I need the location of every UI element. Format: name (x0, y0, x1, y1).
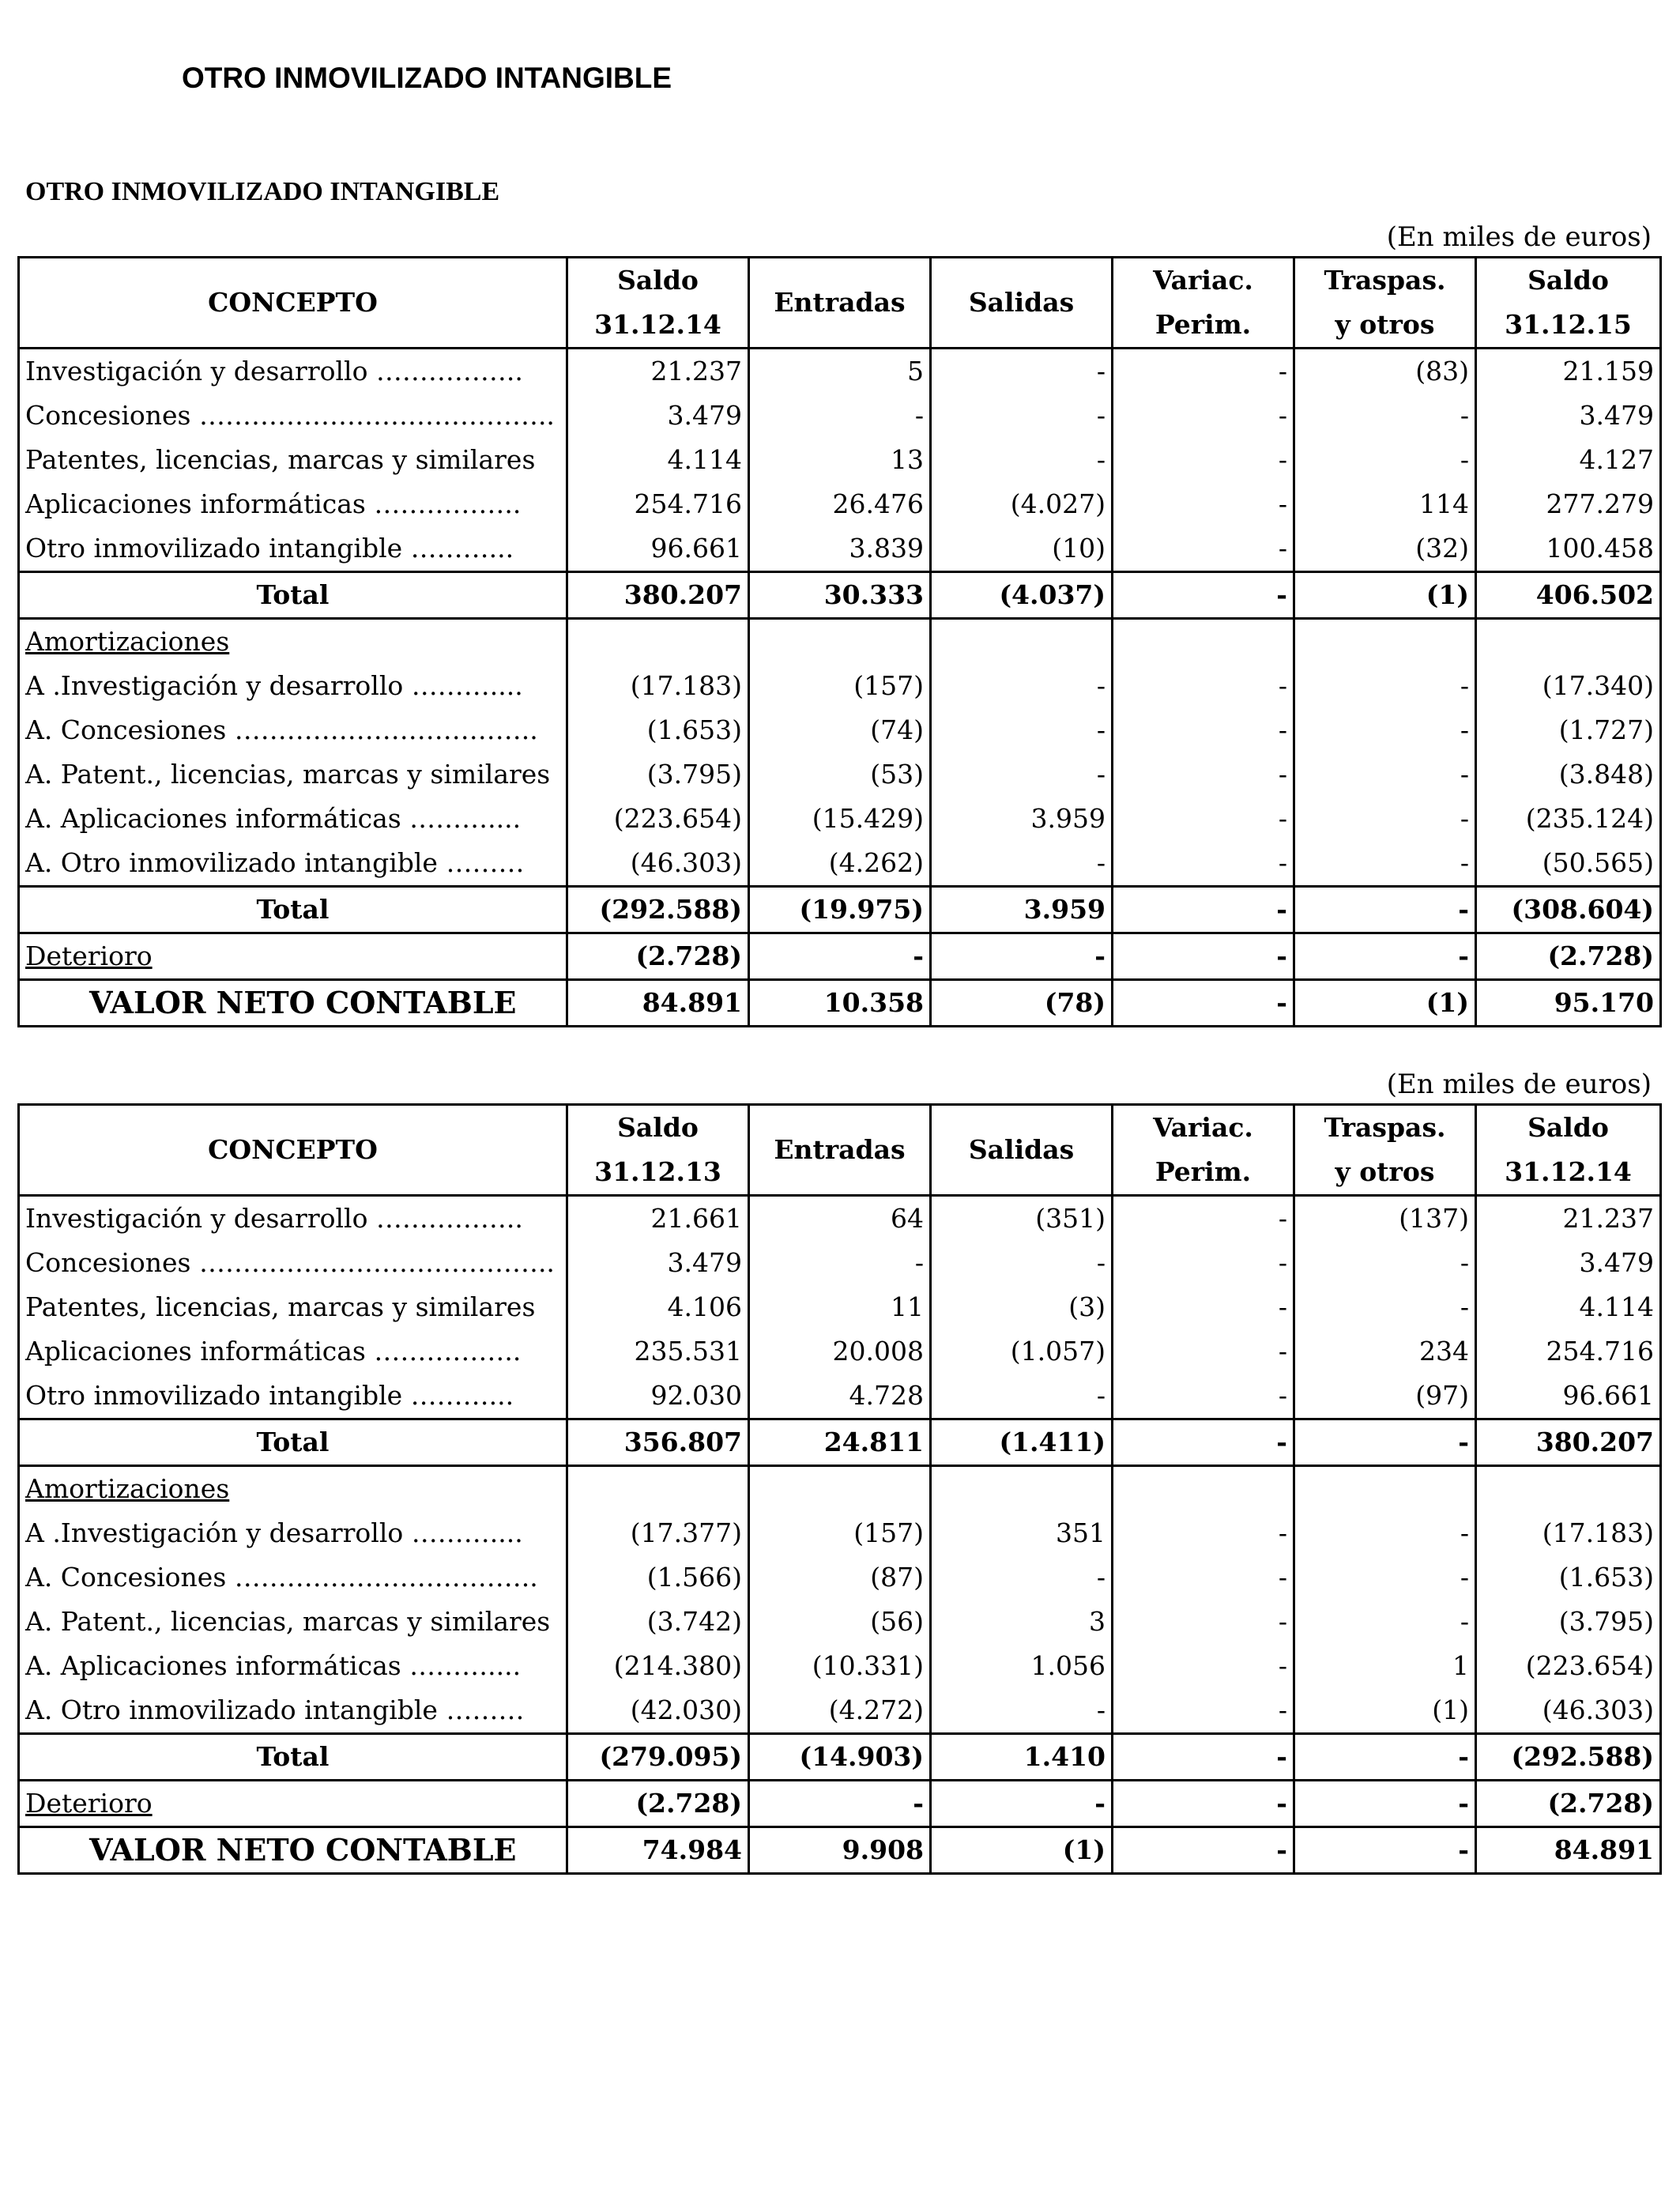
value-cell: - (1294, 797, 1476, 841)
value-cell: 13 (749, 438, 931, 482)
row-label: A. Otro inmovilizado intangible ……… (19, 1688, 567, 1734)
value-cell: - (1113, 394, 1294, 438)
value-cell: 74.984 (567, 1827, 749, 1874)
data-row (19, 394, 1661, 438)
row-label: Deterioro (19, 1781, 567, 1827)
value-cell: (4.037) (931, 572, 1113, 619)
row-label: Aplicaciones informáticas …………….. (19, 482, 567, 526)
value-cell: - (1294, 1781, 1476, 1827)
data-row (19, 664, 1661, 708)
value-cell: - (1113, 1374, 1294, 1419)
value-cell: (2.728) (567, 1781, 749, 1827)
value-cell: - (749, 1241, 931, 1285)
value-cell: - (1113, 980, 1294, 1027)
value-cell: - (1294, 1827, 1476, 1874)
value-cell: (4.262) (749, 841, 931, 887)
data-row (19, 349, 1661, 394)
row-label: Total (19, 1734, 567, 1781)
value-cell: (2.728) (1476, 933, 1661, 980)
value-cell: - (931, 708, 1113, 752)
value-cell: 100.458 (1476, 526, 1661, 572)
value-cell: - (1113, 1644, 1294, 1688)
data-row (19, 1600, 1661, 1644)
valor-neto-row (19, 980, 1661, 1027)
value-cell: 4.106 (567, 1285, 749, 1329)
value-cell: - (1294, 887, 1476, 933)
data-row (19, 1688, 1661, 1734)
header-concepto: CONCEPTO (19, 1105, 567, 1196)
value-cell: (53) (749, 752, 931, 797)
row-label: Total (19, 1419, 567, 1466)
value-cell: 3.959 (931, 887, 1113, 933)
value-cell: - (1294, 933, 1476, 980)
value-cell: (50.565) (1476, 841, 1661, 887)
value-cell: (1.653) (1476, 1555, 1661, 1600)
value-cell: 84.891 (1476, 1827, 1661, 1874)
value-cell (1113, 619, 1294, 665)
value-cell: 114 (1294, 482, 1476, 526)
value-cell: 3.479 (567, 1241, 749, 1285)
value-cell: (15.429) (749, 797, 931, 841)
value-cell: 3.479 (567, 394, 749, 438)
value-cell: - (1113, 1329, 1294, 1374)
header-entradas: Entradas (749, 258, 931, 349)
value-cell: - (931, 841, 1113, 887)
row-label: A. Concesiones …………………………….. (19, 1555, 567, 1600)
value-cell: (279.095) (567, 1734, 749, 1781)
header-saldo-inicial: Saldo 31.12.13 (567, 1105, 749, 1196)
header-saldo-final: Saldo 31.12.14 (1476, 1105, 1661, 1196)
value-cell: (4.027) (931, 482, 1113, 526)
value-cell: - (931, 752, 1113, 797)
value-cell: - (1294, 394, 1476, 438)
value-cell: (3.795) (567, 752, 749, 797)
row-label: VALOR NETO CONTABLE (19, 1827, 567, 1874)
value-cell: - (1113, 1827, 1294, 1874)
value-cell: (292.588) (567, 887, 749, 933)
data-row (19, 1511, 1661, 1555)
value-cell (749, 619, 931, 665)
value-cell: (10) (931, 526, 1113, 572)
value-cell: 11 (749, 1285, 931, 1329)
value-cell: 254.716 (1476, 1329, 1661, 1374)
value-cell: (3.742) (567, 1600, 749, 1644)
value-cell: - (931, 394, 1113, 438)
data-row (19, 1555, 1661, 1600)
value-cell: - (931, 664, 1113, 708)
value-cell (1294, 619, 1476, 665)
value-cell: (3.795) (1476, 1600, 1661, 1644)
value-cell: - (1113, 1511, 1294, 1555)
value-cell: - (931, 438, 1113, 482)
value-cell: (56) (749, 1600, 931, 1644)
value-cell: (1.057) (931, 1329, 1113, 1374)
data-row (19, 1329, 1661, 1374)
value-cell: - (1113, 572, 1294, 619)
value-cell: 406.502 (1476, 572, 1661, 619)
value-cell: - (1294, 708, 1476, 752)
header-traspasos: Traspas. y otros (1294, 1105, 1476, 1196)
value-cell: 1 (1294, 1644, 1476, 1688)
value-cell (567, 1466, 749, 1512)
value-cell: - (1113, 349, 1294, 394)
value-cell: - (1113, 1241, 1294, 1285)
value-cell: - (1113, 797, 1294, 841)
value-cell: 9.908 (749, 1827, 931, 1874)
value-cell: 4.728 (749, 1374, 931, 1419)
value-cell: 3.479 (1476, 394, 1661, 438)
value-cell: (223.654) (1476, 1644, 1661, 1688)
value-cell: - (1113, 887, 1294, 933)
value-cell (749, 1466, 931, 1512)
value-cell: (78) (931, 980, 1113, 1027)
deterioro-row (19, 1781, 1661, 1827)
value-cell: (17.340) (1476, 664, 1661, 708)
value-cell: - (749, 933, 931, 980)
value-cell: - (931, 1374, 1113, 1419)
value-cell: 351 (931, 1511, 1113, 1555)
value-cell: - (1113, 526, 1294, 572)
value-cell: - (931, 1688, 1113, 1734)
value-cell (1476, 1466, 1661, 1512)
value-cell: - (931, 1781, 1113, 1827)
data-row (19, 708, 1661, 752)
data-row (19, 1196, 1661, 1242)
value-cell: - (1113, 664, 1294, 708)
value-cell: - (749, 1781, 931, 1827)
value-cell: - (931, 1555, 1113, 1600)
value-cell: 3.959 (931, 797, 1113, 841)
total-row (19, 887, 1661, 933)
header-variac-perim: Variac. Perim. (1113, 258, 1294, 349)
value-cell: 21.237 (1476, 1196, 1661, 1242)
row-label: Investigación y desarrollo …………….. (19, 349, 567, 394)
value-cell: - (1294, 1734, 1476, 1781)
value-cell: (1.653) (567, 708, 749, 752)
value-cell: 24.811 (749, 1419, 931, 1466)
header-salidas: Salidas (931, 258, 1113, 349)
value-cell: (1.411) (931, 1419, 1113, 1466)
movements-table-2015 (17, 256, 1662, 1027)
value-cell: 20.008 (749, 1329, 931, 1374)
value-cell: (83) (1294, 349, 1476, 394)
total-row (19, 572, 1661, 619)
value-cell: (3) (931, 1285, 1113, 1329)
row-label: A. Patent., licencias, marcas y similares (19, 752, 567, 797)
header-salidas: Salidas (931, 1105, 1113, 1196)
value-cell: (223.654) (567, 797, 749, 841)
header-row (19, 258, 1661, 349)
value-cell: 21.159 (1476, 349, 1661, 394)
page-title: OTRO INMOVILIZADO INTANGIBLE (182, 62, 672, 94)
value-cell: (14.903) (749, 1734, 931, 1781)
value-cell: 277.279 (1476, 482, 1661, 526)
value-cell: 234 (1294, 1329, 1476, 1374)
value-cell (1476, 619, 1661, 665)
value-cell: - (1113, 438, 1294, 482)
value-cell: (351) (931, 1196, 1113, 1242)
row-label: Amortizaciones (19, 619, 567, 665)
units-note: (En miles de euros) (1386, 221, 1652, 253)
value-cell (931, 1466, 1113, 1512)
row-label: VALOR NETO CONTABLE (19, 980, 567, 1027)
value-cell: 3.839 (749, 526, 931, 572)
value-cell: - (1113, 708, 1294, 752)
row-label: Investigación y desarrollo …………….. (19, 1196, 567, 1242)
value-cell: - (1294, 664, 1476, 708)
value-cell: 3.479 (1476, 1241, 1661, 1285)
units-note: (En miles de euros) (1386, 1069, 1652, 1100)
section-title: OTRO INMOVILIZADO INTANGIBLE (25, 177, 500, 206)
row-label: A. Aplicaciones informáticas ……….... (19, 1644, 567, 1688)
row-label: Otro inmovilizado intangible ………... (19, 526, 567, 572)
value-cell: - (1113, 933, 1294, 980)
value-cell: (292.588) (1476, 1734, 1661, 1781)
data-row (19, 1374, 1661, 1419)
value-cell (567, 619, 749, 665)
value-cell: 96.661 (567, 526, 749, 572)
value-cell: (157) (749, 1511, 931, 1555)
valor-neto-row (19, 1827, 1661, 1874)
value-cell: 5 (749, 349, 931, 394)
value-cell: 4.127 (1476, 438, 1661, 482)
value-cell (1294, 1466, 1476, 1512)
row-label: Patentes, licencias, marcas y similares (19, 438, 567, 482)
header-traspasos: Traspas. y otros (1294, 258, 1476, 349)
value-cell: - (1113, 1419, 1294, 1466)
value-cell: 26.476 (749, 482, 931, 526)
value-cell: 380.207 (1476, 1419, 1661, 1466)
value-cell: (214.380) (567, 1644, 749, 1688)
row-label: A. Patent., licencias, marcas y similares (19, 1600, 567, 1644)
row-label: A. Aplicaciones informáticas ……….... (19, 797, 567, 841)
value-cell: - (931, 933, 1113, 980)
value-cell: - (1113, 1600, 1294, 1644)
value-cell: (17.183) (1476, 1511, 1661, 1555)
value-cell: - (1113, 1196, 1294, 1242)
value-cell: 21.237 (567, 349, 749, 394)
total-row (19, 1734, 1661, 1781)
value-cell: 356.807 (567, 1419, 749, 1466)
value-cell: (4.272) (749, 1688, 931, 1734)
value-cell: 64 (749, 1196, 931, 1242)
value-cell: (1.566) (567, 1555, 749, 1600)
value-cell: 4.114 (1476, 1285, 1661, 1329)
header-variac-perim: Variac. Perim. (1113, 1105, 1294, 1196)
value-cell: (97) (1294, 1374, 1476, 1419)
value-cell: (2.728) (567, 933, 749, 980)
value-cell: (46.303) (1476, 1688, 1661, 1734)
value-cell: - (1113, 1781, 1294, 1827)
section-row (19, 619, 1661, 665)
value-cell: 1.410 (931, 1734, 1113, 1781)
row-label: Otro inmovilizado intangible ………... (19, 1374, 567, 1419)
data-row (19, 841, 1661, 887)
value-cell: - (1113, 752, 1294, 797)
section-row (19, 1466, 1661, 1512)
value-cell: - (931, 1241, 1113, 1285)
value-cell: 84.891 (567, 980, 749, 1027)
value-cell: (46.303) (567, 841, 749, 887)
value-cell: (1.727) (1476, 708, 1661, 752)
value-cell: - (1294, 1555, 1476, 1600)
row-label: Concesiones ………………………………….. (19, 1241, 567, 1285)
value-cell: - (1294, 1419, 1476, 1466)
value-cell: - (749, 394, 931, 438)
value-cell: (157) (749, 664, 931, 708)
value-cell: (1) (1294, 980, 1476, 1027)
header-concepto: CONCEPTO (19, 258, 567, 349)
value-cell: (87) (749, 1555, 931, 1600)
value-cell: (17.183) (567, 664, 749, 708)
value-cell: - (1113, 1688, 1294, 1734)
value-cell: (1) (1294, 572, 1476, 619)
row-label: Patentes, licencias, marcas y similares (19, 1285, 567, 1329)
deterioro-row (19, 933, 1661, 980)
value-cell: (1) (931, 1827, 1113, 1874)
row-label: Deterioro (19, 933, 567, 980)
header-saldo-inicial: Saldo 31.12.14 (567, 258, 749, 349)
value-cell: 10.358 (749, 980, 931, 1027)
value-cell (1113, 1466, 1294, 1512)
data-row (19, 438, 1661, 482)
value-cell: - (1294, 1241, 1476, 1285)
value-cell: 254.716 (567, 482, 749, 526)
value-cell: - (1113, 841, 1294, 887)
row-label: Concesiones ………………………………….. (19, 394, 567, 438)
row-label: A .Investigación y desarrollo ……….... (19, 1511, 567, 1555)
row-label: Total (19, 887, 567, 933)
value-cell: - (1294, 1285, 1476, 1329)
value-cell: - (1294, 1600, 1476, 1644)
value-cell: (3.848) (1476, 752, 1661, 797)
row-label: A. Otro inmovilizado intangible ……… (19, 841, 567, 887)
row-label: A .Investigación y desarrollo ……….... (19, 664, 567, 708)
value-cell: 235.531 (567, 1329, 749, 1374)
value-cell: (17.377) (567, 1511, 749, 1555)
header-row (19, 1105, 1661, 1196)
data-row (19, 482, 1661, 526)
value-cell: (308.604) (1476, 887, 1661, 933)
data-row (19, 526, 1661, 572)
value-cell: 30.333 (749, 572, 931, 619)
data-row (19, 797, 1661, 841)
row-label: Total (19, 572, 567, 619)
value-cell: (137) (1294, 1196, 1476, 1242)
movements-table-2014 (17, 1103, 1662, 1875)
value-cell: - (1113, 1734, 1294, 1781)
row-label: A. Concesiones …………………………….. (19, 708, 567, 752)
value-cell: (235.124) (1476, 797, 1661, 841)
value-cell: 95.170 (1476, 980, 1661, 1027)
row-label: Aplicaciones informáticas …………….. (19, 1329, 567, 1374)
value-cell: (1) (1294, 1688, 1476, 1734)
value-cell: (2.728) (1476, 1781, 1661, 1827)
value-cell: - (931, 349, 1113, 394)
value-cell: 21.661 (567, 1196, 749, 1242)
value-cell: - (1113, 482, 1294, 526)
value-cell: - (1294, 752, 1476, 797)
value-cell: - (1113, 1555, 1294, 1600)
value-cell: 96.661 (1476, 1374, 1661, 1419)
value-cell: (10.331) (749, 1644, 931, 1688)
value-cell: 4.114 (567, 438, 749, 482)
value-cell: - (1294, 841, 1476, 887)
total-row (19, 1419, 1661, 1466)
value-cell (931, 619, 1113, 665)
data-row (19, 1285, 1661, 1329)
data-row (19, 752, 1661, 797)
header-entradas: Entradas (749, 1105, 931, 1196)
value-cell: (32) (1294, 526, 1476, 572)
value-cell: - (1113, 1285, 1294, 1329)
value-cell: - (1294, 1511, 1476, 1555)
data-row (19, 1241, 1661, 1285)
value-cell: (42.030) (567, 1688, 749, 1734)
value-cell: 3 (931, 1600, 1113, 1644)
value-cell: 380.207 (567, 572, 749, 619)
row-label: Amortizaciones (19, 1466, 567, 1512)
value-cell: (74) (749, 708, 931, 752)
header-saldo-final: Saldo 31.12.15 (1476, 258, 1661, 349)
value-cell: 1.056 (931, 1644, 1113, 1688)
value-cell: - (1294, 438, 1476, 482)
data-row (19, 1644, 1661, 1688)
value-cell: (19.975) (749, 887, 931, 933)
value-cell: 92.030 (567, 1374, 749, 1419)
